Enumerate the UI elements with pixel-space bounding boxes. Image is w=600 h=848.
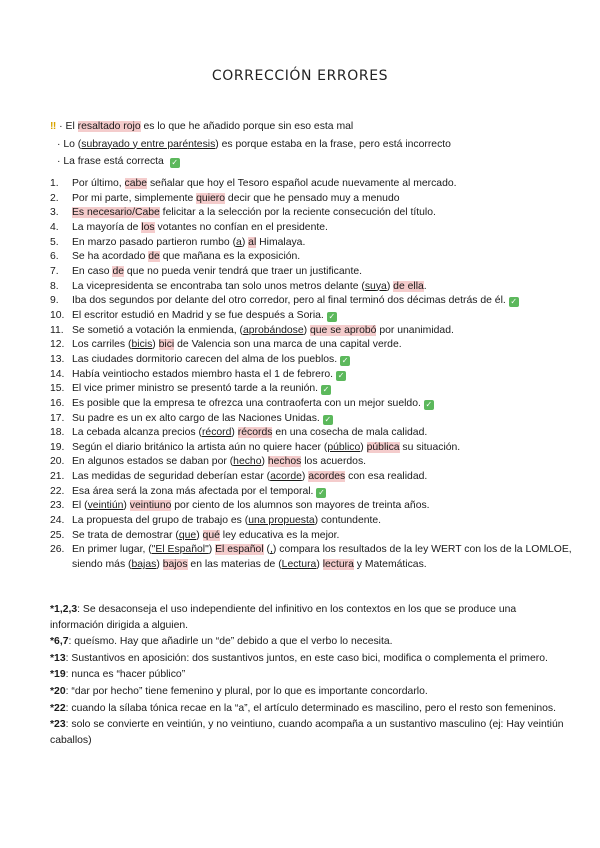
text-span: : Sustantivos en aposición: dos sustantivos juntos, en este caso bici, modifica o complementa el primero. <box>65 652 548 664</box>
text-span: ) <box>156 559 163 571</box>
text-span: público <box>327 441 361 453</box>
highlight-sample: resaltado rojo <box>77 121 141 132</box>
text-span: suya <box>364 280 387 292</box>
text-span: aprobándose <box>242 324 304 336</box>
text-span: que <box>178 529 197 541</box>
text-span: 12. <box>50 339 65 351</box>
text-span: 14. <box>50 368 65 380</box>
notes-section <box>50 602 570 749</box>
text-span: de ella <box>393 280 424 292</box>
text-span: Lectura <box>281 559 317 571</box>
list-item <box>50 529 580 544</box>
text-span: bicis <box>131 339 153 351</box>
list-item <box>50 499 580 514</box>
list-item <box>50 192 580 207</box>
list-item <box>50 265 580 280</box>
text-span: 26. <box>50 544 65 556</box>
text-span: 7. <box>50 265 59 277</box>
list-item <box>50 470 580 485</box>
list-item <box>50 250 580 265</box>
note <box>50 651 570 667</box>
note <box>50 667 570 683</box>
text-span: a <box>236 236 242 248</box>
text-span: Las medidas de seguridad deberían estar ( <box>72 471 271 483</box>
text-span: de Valencia son una marca de una capital verde. <box>174 339 402 351</box>
text-span: decir que he pensado muy a menudo <box>225 192 400 204</box>
text-span: ) <box>231 427 238 439</box>
note <box>50 602 570 633</box>
text-span: 17. <box>50 412 65 424</box>
text-span: veintiún <box>87 500 124 512</box>
check-icon: ✓ <box>510 297 518 307</box>
check-icon: ✓ <box>328 311 336 321</box>
text-span: con esa realidad. <box>345 471 428 483</box>
note <box>50 717 570 748</box>
text-span: : Se desaconseja el uso independiente del infinitivo en los contextos en los que se produce una información dirigida a alguien. <box>50 604 517 631</box>
check-icon: ✓ <box>318 487 325 497</box>
text-span: y Matemáticas. <box>353 559 427 571</box>
text-span: bajas <box>131 559 157 571</box>
text-span: en una cosecha de mala calidad. <box>272 427 428 439</box>
list-item <box>50 177 580 192</box>
text-span: hecho <box>233 456 262 468</box>
text-span: El escritor estudió en Madrid y se fue después a Soria. <box>72 309 324 321</box>
text-span: 6. <box>50 251 59 263</box>
text-span: qué <box>202 529 220 541</box>
text-span: · La frase está correcta <box>57 156 167 167</box>
text-span: : nunca es “hacer público” <box>65 669 186 681</box>
list-item <box>50 294 580 309</box>
text-span: Iba dos segundos por delante del otro corredor, pero al final terminó dos décimas detrás de él. <box>72 295 506 307</box>
text-span: . <box>423 280 427 292</box>
text-span: , <box>270 544 273 556</box>
text-span: 25. <box>50 529 65 541</box>
note <box>50 684 570 700</box>
check-icon: ✓ <box>322 385 330 395</box>
list-item <box>50 543 580 572</box>
text-span: su situación. <box>399 441 461 453</box>
text-span: 18. <box>50 427 65 439</box>
text-span: *22 <box>50 702 66 714</box>
text-span: que mañana es la exposición. <box>159 251 301 263</box>
text-span: ) <box>360 441 367 453</box>
text-span: ley educativa es la mejor. <box>219 529 340 541</box>
text-span: En marzo pasado partieron rumbo ( <box>72 236 237 248</box>
text-span: Esa área será la zona más afectada por el temporal. <box>72 485 314 497</box>
text-span: ) es porque estaba en la frase, pero está incorrecto <box>215 138 451 150</box>
text-span: ) contundente. <box>314 515 382 527</box>
text-span: cabe <box>124 178 148 189</box>
text-span: quiero <box>196 192 226 204</box>
text-span: En caso <box>72 265 113 277</box>
text-span: 24. <box>50 515 65 527</box>
text-span: Había veintiocho estados miembro hasta el 1 de febrero. <box>72 368 334 380</box>
text-span: Es posible que la empresa te ofrezca una contraoferta con un mejor sueldo. <box>72 397 421 409</box>
text-span: ) <box>152 339 159 351</box>
text-span: ) <box>196 529 203 541</box>
text-span: : “dar por hecho” tiene femenino y plural, por lo que es importante concordarlo. <box>65 685 428 697</box>
text-span: 23. <box>50 500 65 512</box>
text-span: hechos <box>267 456 302 468</box>
text-span: por ciento de los alumnos son mayores de treinta años. <box>171 500 430 512</box>
text-span: ) compara los resultados de la ley WERT con los de la LOMLOE, siendo más ( <box>72 544 572 571</box>
list-item <box>50 221 580 236</box>
text-span: El vice primer ministro se presentó tarde a la reunión. <box>72 383 319 395</box>
list-item <box>50 514 580 529</box>
list-item <box>50 368 580 383</box>
corrections-list <box>50 177 580 573</box>
text-span: Las ciudades dormitorio carecen del alma de los pueblos. <box>72 353 338 365</box>
list-item <box>50 324 580 339</box>
text-span: ) <box>123 500 130 512</box>
text-span: 8. <box>50 280 59 292</box>
text-span: 5. <box>50 236 59 248</box>
text-span: de <box>112 265 124 277</box>
list-item <box>50 397 580 412</box>
list-item <box>50 426 580 441</box>
text-span: que se aprobó <box>310 324 377 336</box>
text-span: *23 <box>50 719 66 731</box>
text-span: La vicepresidenta se encontraba tan solo unos metros delante ( <box>72 280 365 292</box>
list-item <box>50 441 580 456</box>
legend-line-1 <box>50 118 570 136</box>
text-span: *6,7 <box>50 636 69 648</box>
text-span: ) <box>386 280 394 292</box>
note <box>50 634 570 650</box>
text-span: 10. <box>50 309 65 321</box>
text-span: : solo se convierte en veintiún, y no veintiuno, cuando acompaña a un sustantivo masculino (ej: Hay veintiún caballos) <box>50 719 564 746</box>
text-span: · El <box>56 121 78 132</box>
text-span: por unanimidad. <box>376 324 454 336</box>
text-span: 2. <box>50 192 59 204</box>
text-span: 21. <box>50 471 65 483</box>
text-span: votantes no confían en el presidente. <box>154 221 328 233</box>
text-span: Se ha acordado <box>72 251 149 263</box>
check-icon: ✓ <box>324 414 332 424</box>
check-icon: ✓ <box>171 158 179 167</box>
text-span: 22. <box>50 485 65 497</box>
text-span: La cebada alcanza precios ( <box>72 427 202 439</box>
text-span: pública <box>366 441 400 453</box>
text-span: lectura <box>322 559 354 571</box>
text-span: 11. <box>50 324 64 336</box>
text-span: los <box>141 221 155 233</box>
text-span: una propuesta <box>248 515 315 527</box>
text-span: Himalaya. <box>256 236 306 248</box>
list-item <box>50 236 580 251</box>
text-span: acorde <box>270 471 302 483</box>
text-span: Por último, <box>72 178 125 189</box>
text-span: Su padre es un ex alto cargo de las Naciones Unidas. <box>72 412 320 424</box>
text-span: felicitar a la selección por la reciente consecución del título. <box>159 207 436 219</box>
text-span: veintiuno <box>129 500 172 512</box>
text-span: ) <box>241 236 249 248</box>
text-span: 13. <box>50 353 65 365</box>
text-span: 16. <box>50 397 65 409</box>
list-item <box>50 338 580 353</box>
text-span: *19 <box>50 669 66 681</box>
legend-line-3 <box>50 153 570 171</box>
check-icon: ✓ <box>337 370 345 380</box>
text-span: señalar que hoy el Tesoro español acude nuevamente al mercado. <box>147 178 457 189</box>
check-icon: ✓ <box>425 399 433 409</box>
text-span: bajos <box>162 559 188 571</box>
text-span: En algunos estados se daban por ( <box>72 456 234 468</box>
list-item <box>50 309 580 324</box>
text-span: récords <box>237 427 273 439</box>
text-span: En primer lugar, ( <box>72 544 152 556</box>
text-span: de <box>148 251 160 263</box>
text-span: El español <box>215 544 264 556</box>
text-span: bici <box>158 339 175 351</box>
check-icon: ✓ <box>341 355 349 365</box>
text-span: 15. <box>50 383 65 395</box>
text-span: 9. <box>50 295 59 307</box>
text-span: 19. <box>50 441 65 453</box>
page-title: CORRECCIÓN ERRORES <box>211 68 389 84</box>
warning-icon: ‼ <box>50 121 57 132</box>
text-span: El ( <box>72 500 88 512</box>
text-span: ) <box>301 471 309 483</box>
list-item <box>50 353 580 368</box>
list-item <box>50 455 580 470</box>
text-span: Es necesario/Cabe <box>72 207 160 219</box>
text-span: ) <box>261 456 268 468</box>
text-span: · Lo ( <box>57 138 82 150</box>
text-span: *20 <box>50 685 66 697</box>
list-item <box>50 412 580 427</box>
text-span: Se sometió a votación la enmienda, ( <box>72 324 243 336</box>
text-span: ) <box>208 544 216 556</box>
text-span: Según el diario británico la artista aún no quiere hacer ( <box>72 441 328 453</box>
text-span: ) <box>316 559 323 571</box>
legend <box>50 118 570 171</box>
text-span: *13 <box>50 652 66 664</box>
text-span: ) <box>303 324 310 336</box>
text-span: *1,2,3 <box>50 604 78 615</box>
text-span: "El Español" <box>151 544 209 556</box>
text-span: 1. <box>50 178 59 189</box>
text-span: Los carriles ( <box>72 339 132 351</box>
text-span: ( <box>263 544 271 556</box>
list-item <box>50 485 580 500</box>
text-span: acordes <box>308 471 346 483</box>
text-span: La propuesta del grupo de trabajo es ( <box>72 515 249 527</box>
text-span: en las materias de ( <box>187 559 282 571</box>
list-item <box>50 280 580 295</box>
text-span: : cuando la sílaba tónica recae en la “a”, el artículo determinado es mascilino, pero el resto son femeninos. <box>65 702 556 714</box>
note <box>50 701 570 717</box>
text-span: 3. <box>50 207 59 219</box>
text-span: 20. <box>50 456 65 468</box>
text-span: los acuerdos. <box>301 456 367 468</box>
underline-sample: subrayado y entre paréntesis <box>81 138 216 150</box>
text-span: 4. <box>50 221 59 233</box>
text-span: La mayoría de <box>72 221 142 233</box>
list-item <box>50 206 580 221</box>
legend-line-2 <box>50 136 570 154</box>
text-span: récord <box>201 427 232 439</box>
text-span: Por mi parte, simplemente <box>72 192 197 204</box>
text-span: es lo que he añadido porque sin eso esta mal <box>140 121 354 132</box>
text-span: Se trata de demostrar ( <box>72 529 179 541</box>
text-span: que no pueda venir tendrá que traer un justificante. <box>124 265 362 277</box>
list-item <box>50 382 580 397</box>
text-span: al <box>248 236 257 248</box>
text-span: : queísmo. Hay que añadirle un “de” debido a que el verbo lo necesita. <box>68 636 393 648</box>
